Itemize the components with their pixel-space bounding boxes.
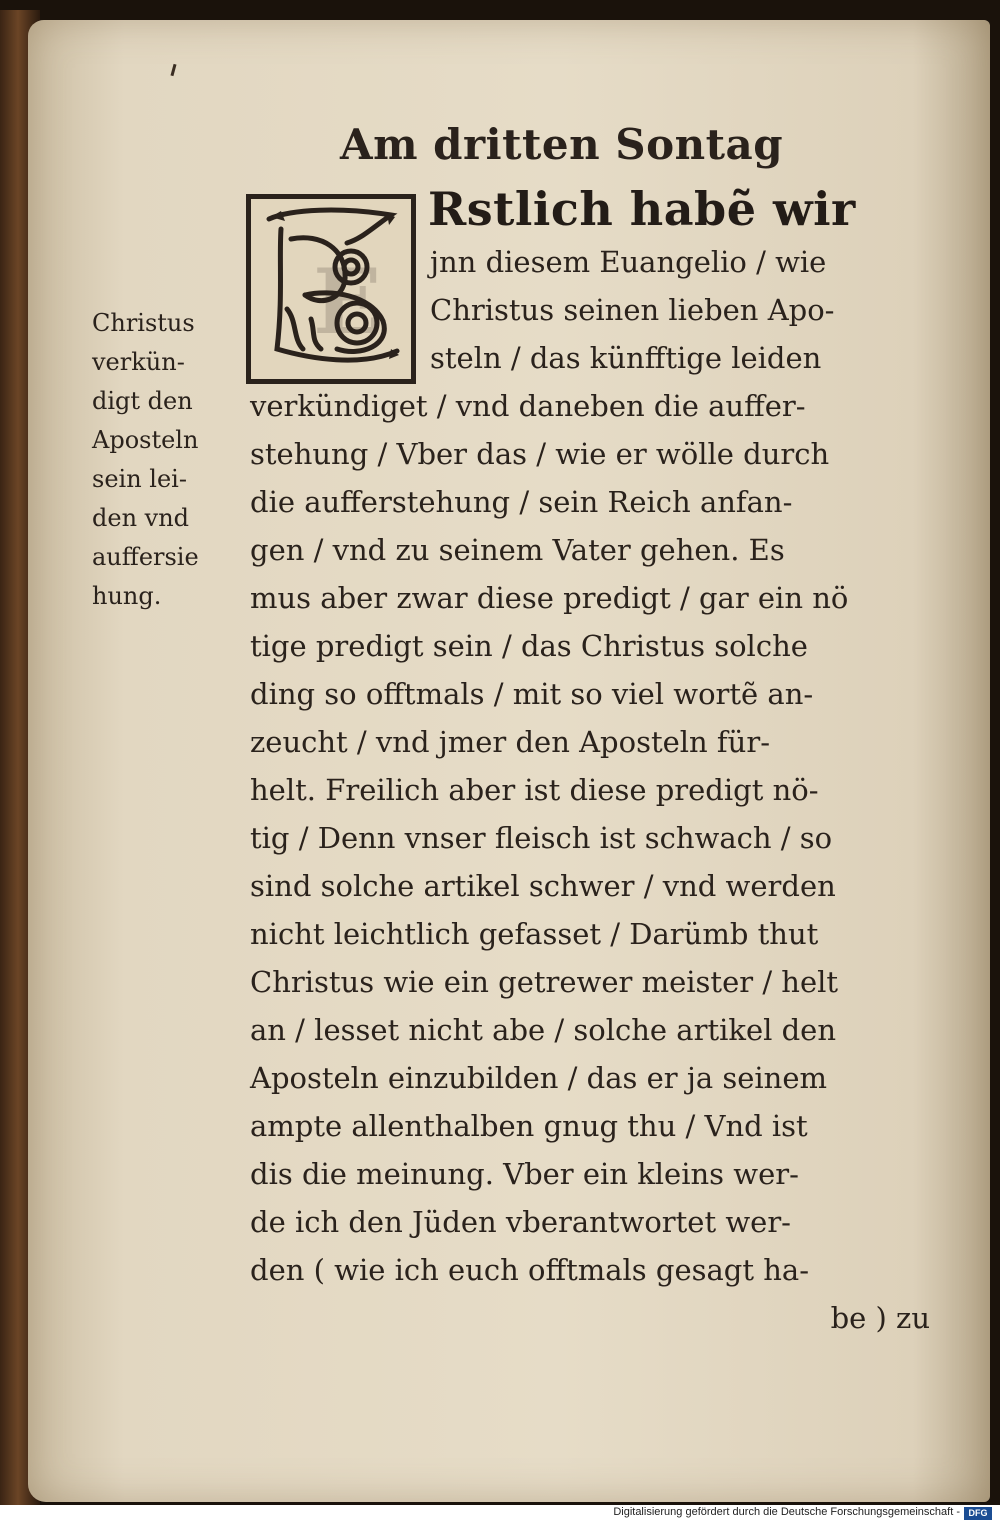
marginal-line: Christus: [92, 309, 195, 337]
text-line: steln / das künfftige leiden: [430, 341, 822, 375]
digitization-footer: [0, 1505, 1000, 1523]
text-line: helt. Freilich aber ist diese predigt nö-: [250, 773, 819, 807]
marginal-line: sein lei-: [92, 465, 187, 493]
dfg-logo-icon: DFG: [964, 1507, 992, 1520]
main-text-column: [250, 238, 940, 1342]
text-line: sind solche artikel schwer / vnd werden: [250, 869, 836, 903]
text-line: Christus wie ein getrewer meister / helt: [250, 965, 839, 999]
text-line: tige predigt sein / das Christus solche: [250, 629, 808, 663]
opening-line: Rstlich habẽ wir: [428, 182, 856, 236]
text-line: mus aber zwar diese predigt / gar ein nö: [250, 581, 849, 615]
text-line: verkündiget / vnd daneben die auffer-: [250, 389, 806, 423]
text-line: ding so offtmals / mit so viel wortẽ an-: [250, 677, 814, 711]
marginal-line: verkün-: [92, 348, 185, 376]
text-line: gen / vnd zu seinem Vater gehen. Es: [250, 533, 785, 567]
text-line: ampte allenthalben gnug thu / Vnd ist: [250, 1109, 808, 1143]
text-line: zeucht / vnd jmer den Aposteln für-: [250, 725, 771, 759]
text-line: nicht leichtlich gefasset / Darümb thut: [250, 917, 819, 951]
text-line: den ( wie ich euch offtmals gesagt ha-: [250, 1253, 810, 1287]
marginal-line: auffersie: [92, 543, 199, 571]
marginal-line: digt den: [92, 387, 193, 415]
marginal-note: [92, 304, 242, 616]
text-line: stehung / Vber das / wie er wölle durch: [250, 437, 830, 471]
text-line: jnn diesem Euangelio / wie: [430, 245, 827, 279]
svg-text:E: E: [313, 249, 382, 355]
marginal-line: Aposteln: [92, 426, 199, 454]
text-line: de ich den Jüden vberantwortet wer-: [250, 1205, 791, 1239]
running-head: Am dritten Sontag: [340, 120, 784, 169]
catchword-line: be ) zu: [830, 1301, 930, 1335]
text-line: Aposteln einzubilden / das er ja seinem: [250, 1061, 827, 1095]
marginal-line: den vnd: [92, 504, 190, 532]
funding-credit: Digitalisierung gefördert durch die Deutsche Forschungsgemeinschaft -: [613, 1506, 960, 1518]
text-line: die aufferstehung / sein Reich anfan-: [250, 485, 793, 519]
text-line: tig / Denn vnser fleisch ist schwach / so: [250, 821, 833, 855]
text-line: Christus seinen lieben Apo-: [430, 293, 835, 327]
text-line: dis die meinung. Vber ein kleins wer-: [250, 1157, 799, 1191]
text-line: an / lesset nicht abe / solche artikel den: [250, 1013, 837, 1047]
marginal-line: hung.: [92, 582, 162, 610]
